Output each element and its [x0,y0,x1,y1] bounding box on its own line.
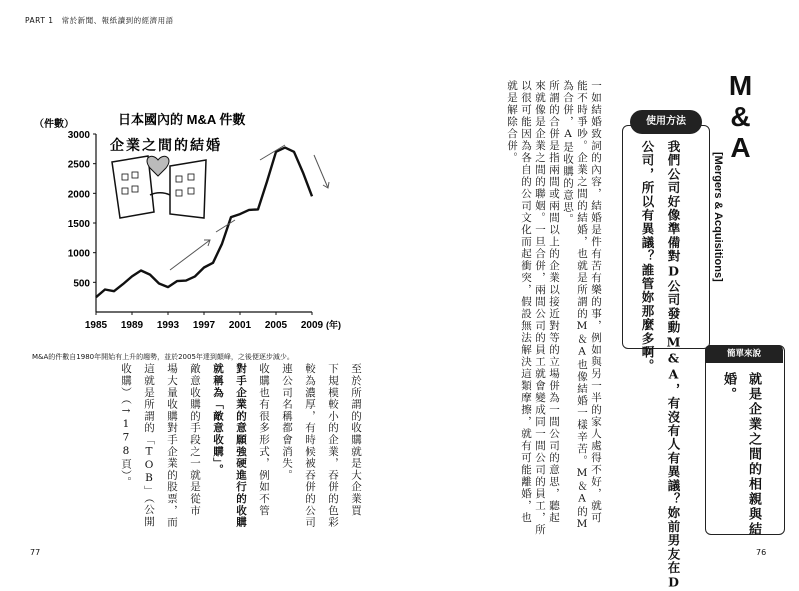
y-tick-label: 3000 [68,130,91,141]
body-left-line: 收購也有很多形式，例如不管 [252,363,275,528]
y-tick-label: 1000 [68,249,91,260]
building-window-icon [176,190,182,196]
x-tick-label: 2005 [265,320,288,331]
trend-arrow-down [314,155,328,188]
chart-ylabel: （件數） [34,117,74,130]
body-right-line: 能不時爭吵。企業之間的結婚，也就是所謂的M＆A也像結婚一樣辛苦。M＆A的M [575,80,589,536]
chart-caption: M&A的件數自1980年開始有上升的趨勢，並於2005年達到顛峰，之後便逐步減少。 [32,352,294,362]
body-left-line: 就稱為「敵意收購」。 [206,363,229,528]
body-left-line: 較為濃厚，有時候被吞併的公司 [298,363,321,528]
chart-title: 日本國內的 M&A 件數 [118,112,245,127]
body-right-line: 一如結婚致詞的內容，結婚是件有苦有樂的事，例如與另一半的家人處得不好，就可 [589,80,603,536]
usage-label: 使用方法 [630,110,702,134]
building-window-icon [122,174,128,180]
building-window-icon [132,172,138,178]
simple-label: 簡單來說 [705,345,783,363]
building-window-icon [188,174,194,180]
x-tick-label: 2001 [229,320,252,331]
simple-line-2: 婚。 [716,372,741,537]
term-title [724,70,764,163]
y-tick-label: 1500 [68,219,91,230]
building-window-icon [176,176,182,182]
body-left-line: 下規模較小的企業，吞併的色彩 [321,363,344,528]
simple-line-1: 就是企業之間的相親與結 [741,372,766,537]
building-window-icon [132,186,138,192]
x-tick-label: 1993 [157,320,180,331]
building-window-icon [122,188,128,194]
x-tick-label: 2009 [301,320,324,331]
body-left [112,363,367,528]
trend-arrow-up-3 [260,145,285,160]
term-english-name: [Mergers & Acquisitions] [712,152,724,282]
term-title-text: M&A [724,70,756,163]
x-tick-label: 1985 [85,320,108,331]
body-left-line: 收購）（→178頁）。 [114,363,137,528]
usage-line-2: 公司，所以有異議？誰管妳那麼多啊。 [634,140,660,591]
chart-xlabel: (年) [326,319,341,330]
body-right-line: 就是解除合併。 [505,80,519,536]
usage-line-1: 我們公司好像準備對D公司發動M&A，有沒有人有異議？妳前男友在D [660,140,686,591]
body-right-line: 來就像是企業之間的聯姻。一旦合併，兩間公司的員工就會變成同一間公司的員工，所 [533,80,547,536]
simple-text [716,372,766,537]
body-right-line: 為合併，A是收購的意思。 [561,80,575,536]
running-header: PART 1 常於新聞、報紙讀到的經濟用語 [25,15,174,26]
chart-subtitle: 企業之間的結婚 [110,137,222,153]
y-tick-label: 2500 [68,160,91,171]
y-tick-label: 500 [73,278,90,289]
page-number-left: 77 [30,548,40,557]
page-number-right: 76 [756,548,766,557]
x-tick-label: 1989 [121,320,144,331]
body-left-line: 至於所謂的收購就是大企業買 [344,363,367,528]
ma-count-chart [30,100,365,340]
body-left-line: 連公司名稱都會消失。 [275,363,298,528]
trend-arrow-up-1 [170,240,210,270]
holding-hands-icon [150,193,170,195]
body-left-line: 這就是所謂的「TOB」（公開 [137,363,160,528]
building-window-icon [188,188,194,194]
y-tick-label: 2000 [68,189,91,200]
body-left-line: 場大量收購對手企業的股票，而 [160,363,183,528]
body-right-line: 所謂的合併是指兩間或兩間以上的企業以接近對等的立場併為一間公司的意思，聽起 [547,80,561,536]
body-left-line: 敵意收購的手段之一就是從市 [183,363,206,528]
x-tick-label: 1997 [193,320,216,331]
body-right-line: 以很可能因為各自的公司文化而起衝突，假設無法解決這類摩擦，就有可能離婚，也 [519,80,533,536]
body-right [428,80,603,536]
usage-text [634,140,686,591]
body-left-line: 對手企業的意願強硬進行的收購 [229,363,252,528]
